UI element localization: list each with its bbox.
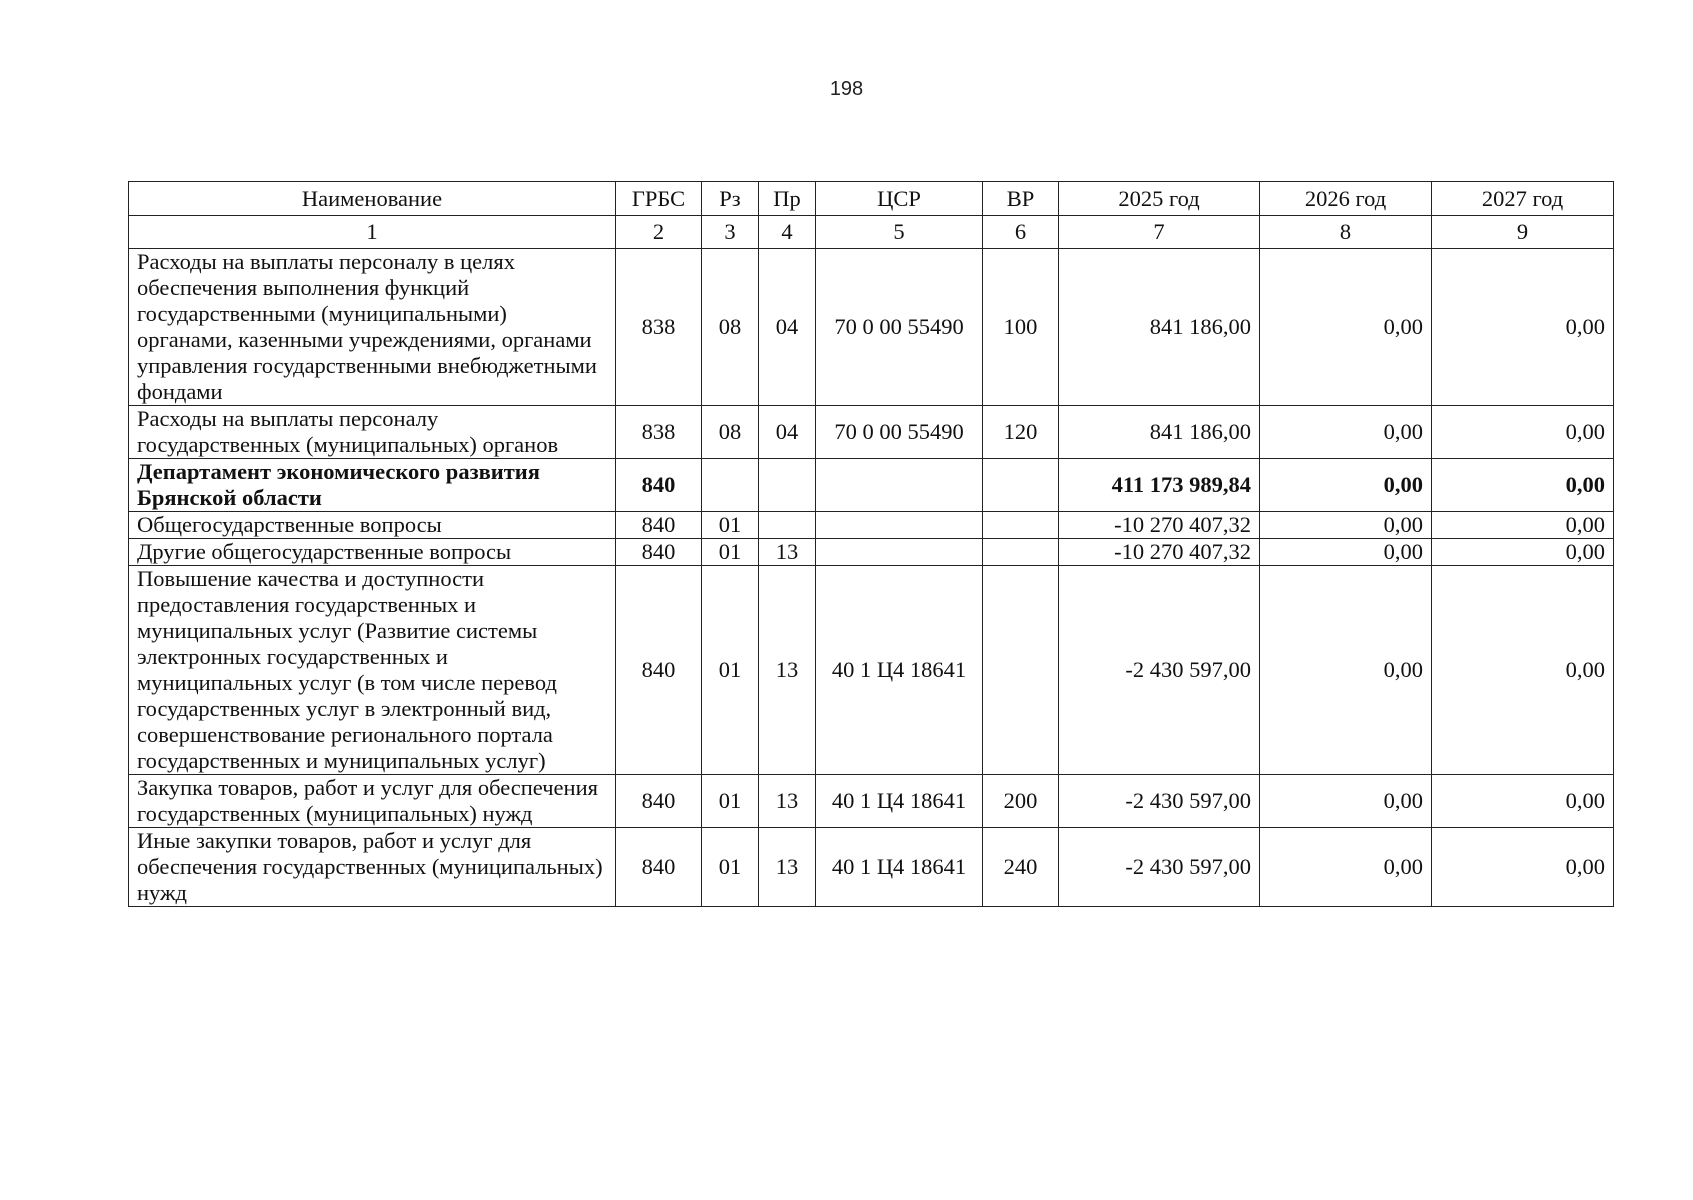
row-amount-2025: 411 173 989,84 (1059, 459, 1260, 512)
row-name: Другие общегосударственные вопросы (129, 539, 616, 566)
row-pr: 13 (759, 775, 816, 828)
column-number: 8 (1260, 216, 1432, 249)
row-vr: 200 (983, 775, 1059, 828)
row-amount-2025: 841 186,00 (1059, 249, 1260, 406)
row-pr: 13 (759, 566, 816, 775)
row-name: Закупка товаров, работ и услуг для обеспечения государственных (муниципальных) нужд (129, 775, 616, 828)
row-name: Департамент экономического развития Брянской области (129, 459, 616, 512)
row-name: Иные закупки товаров, работ и услуг для обеспечения государственных (муниципальных) нужд (129, 828, 616, 907)
row-amount-2027: 0,00 (1432, 775, 1614, 828)
row-csr (816, 539, 983, 566)
row-amount-2027: 0,00 (1432, 459, 1614, 512)
column-number: 5 (816, 216, 983, 249)
row-pr: 13 (759, 539, 816, 566)
header-rz: Рз (702, 182, 759, 216)
row-grbs: 838 (616, 249, 702, 406)
row-rz: 08 (702, 249, 759, 406)
column-number: 9 (1432, 216, 1614, 249)
row-amount-2025: -2 430 597,00 (1059, 566, 1260, 775)
row-amount-2026: 0,00 (1260, 249, 1432, 406)
page-number: 198 (829, 78, 864, 100)
header-name: Наименование (129, 182, 616, 216)
row-amount-2025: 841 186,00 (1059, 406, 1260, 459)
row-grbs: 838 (616, 406, 702, 459)
table-row (129, 539, 1614, 566)
header-year-2027: 2027 год (1432, 182, 1614, 216)
table-row (129, 828, 1614, 907)
row-csr: 70 0 00 55490 (816, 406, 983, 459)
row-pr (759, 459, 816, 512)
header-csr: ЦСР (816, 182, 983, 216)
header-year-2025: 2025 год (1059, 182, 1260, 216)
column-number: 1 (129, 216, 616, 249)
row-amount-2027: 0,00 (1432, 828, 1614, 907)
row-amount-2026: 0,00 (1260, 512, 1432, 539)
row-rz: 08 (702, 406, 759, 459)
row-grbs: 840 (616, 459, 702, 512)
row-rz: 01 (702, 775, 759, 828)
row-grbs: 840 (616, 539, 702, 566)
row-amount-2026: 0,00 (1260, 406, 1432, 459)
row-amount-2025: -10 270 407,32 (1059, 512, 1260, 539)
row-csr (816, 512, 983, 539)
row-vr: 120 (983, 406, 1059, 459)
row-rz: 01 (702, 566, 759, 775)
row-vr (983, 512, 1059, 539)
row-name: Общегосударственные вопросы (129, 512, 616, 539)
row-csr: 40 1 Ц4 18641 (816, 566, 983, 775)
row-amount-2026: 0,00 (1260, 459, 1432, 512)
row-amount-2026: 0,00 (1260, 566, 1432, 775)
row-amount-2026: 0,00 (1260, 539, 1432, 566)
row-vr: 240 (983, 828, 1059, 907)
row-rz: 01 (702, 539, 759, 566)
row-vr (983, 539, 1059, 566)
table-row (129, 249, 1614, 406)
row-pr: 04 (759, 249, 816, 406)
row-rz: 01 (702, 828, 759, 907)
row-grbs: 840 (616, 512, 702, 539)
row-amount-2026: 0,00 (1260, 828, 1432, 907)
table-row (129, 406, 1614, 459)
table-row (129, 566, 1614, 775)
row-amount-2027: 0,00 (1432, 512, 1614, 539)
row-amount-2026: 0,00 (1260, 775, 1432, 828)
table-row (129, 775, 1614, 828)
row-grbs: 840 (616, 828, 702, 907)
row-csr (816, 459, 983, 512)
row-rz (702, 459, 759, 512)
row-csr: 40 1 Ц4 18641 (816, 828, 983, 907)
row-grbs: 840 (616, 566, 702, 775)
row-vr (983, 459, 1059, 512)
table-row (129, 512, 1614, 539)
header-grbs: ГРБС (616, 182, 702, 216)
row-rz: 01 (702, 512, 759, 539)
column-number: 7 (1059, 216, 1260, 249)
row-amount-2025: -2 430 597,00 (1059, 828, 1260, 907)
row-amount-2027: 0,00 (1432, 539, 1614, 566)
header-row (129, 182, 1614, 216)
budget-table (128, 181, 1614, 907)
header-year-2026: 2026 год (1260, 182, 1432, 216)
row-amount-2025: -2 430 597,00 (1059, 775, 1260, 828)
row-amount-2027: 0,00 (1432, 566, 1614, 775)
row-csr: 40 1 Ц4 18641 (816, 775, 983, 828)
column-number: 2 (616, 216, 702, 249)
header-vr: ВР (983, 182, 1059, 216)
row-pr: 04 (759, 406, 816, 459)
table-row-department (129, 459, 1614, 512)
row-name: Расходы на выплаты персоналу в целях обеспечения выполнения функций государственными (муниципальными) органами, казенными учреждениями, органами управления государственными внебюджетными фондами (129, 249, 616, 406)
row-amount-2027: 0,00 (1432, 406, 1614, 459)
row-csr: 70 0 00 55490 (816, 249, 983, 406)
row-name: Повышение качества и доступности предоставления государственных и муниципальных услуг (Развитие системы электронных государственных и муниципальных услуг (в том числе перевод государственных услуг в электронный вид, совершенствование регионального портала государственных и муниципальных услуг) (129, 566, 616, 775)
row-vr (983, 566, 1059, 775)
row-pr: 13 (759, 828, 816, 907)
row-amount-2025: -10 270 407,32 (1059, 539, 1260, 566)
row-pr (759, 512, 816, 539)
column-number-row (129, 216, 1614, 249)
column-number: 4 (759, 216, 816, 249)
row-grbs: 840 (616, 775, 702, 828)
column-number: 3 (702, 216, 759, 249)
header-pr: Пр (759, 182, 816, 216)
row-vr: 100 (983, 249, 1059, 406)
row-name: Расходы на выплаты персоналу государственных (муниципальных) органов (129, 406, 616, 459)
column-number: 6 (983, 216, 1059, 249)
row-amount-2027: 0,00 (1432, 249, 1614, 406)
